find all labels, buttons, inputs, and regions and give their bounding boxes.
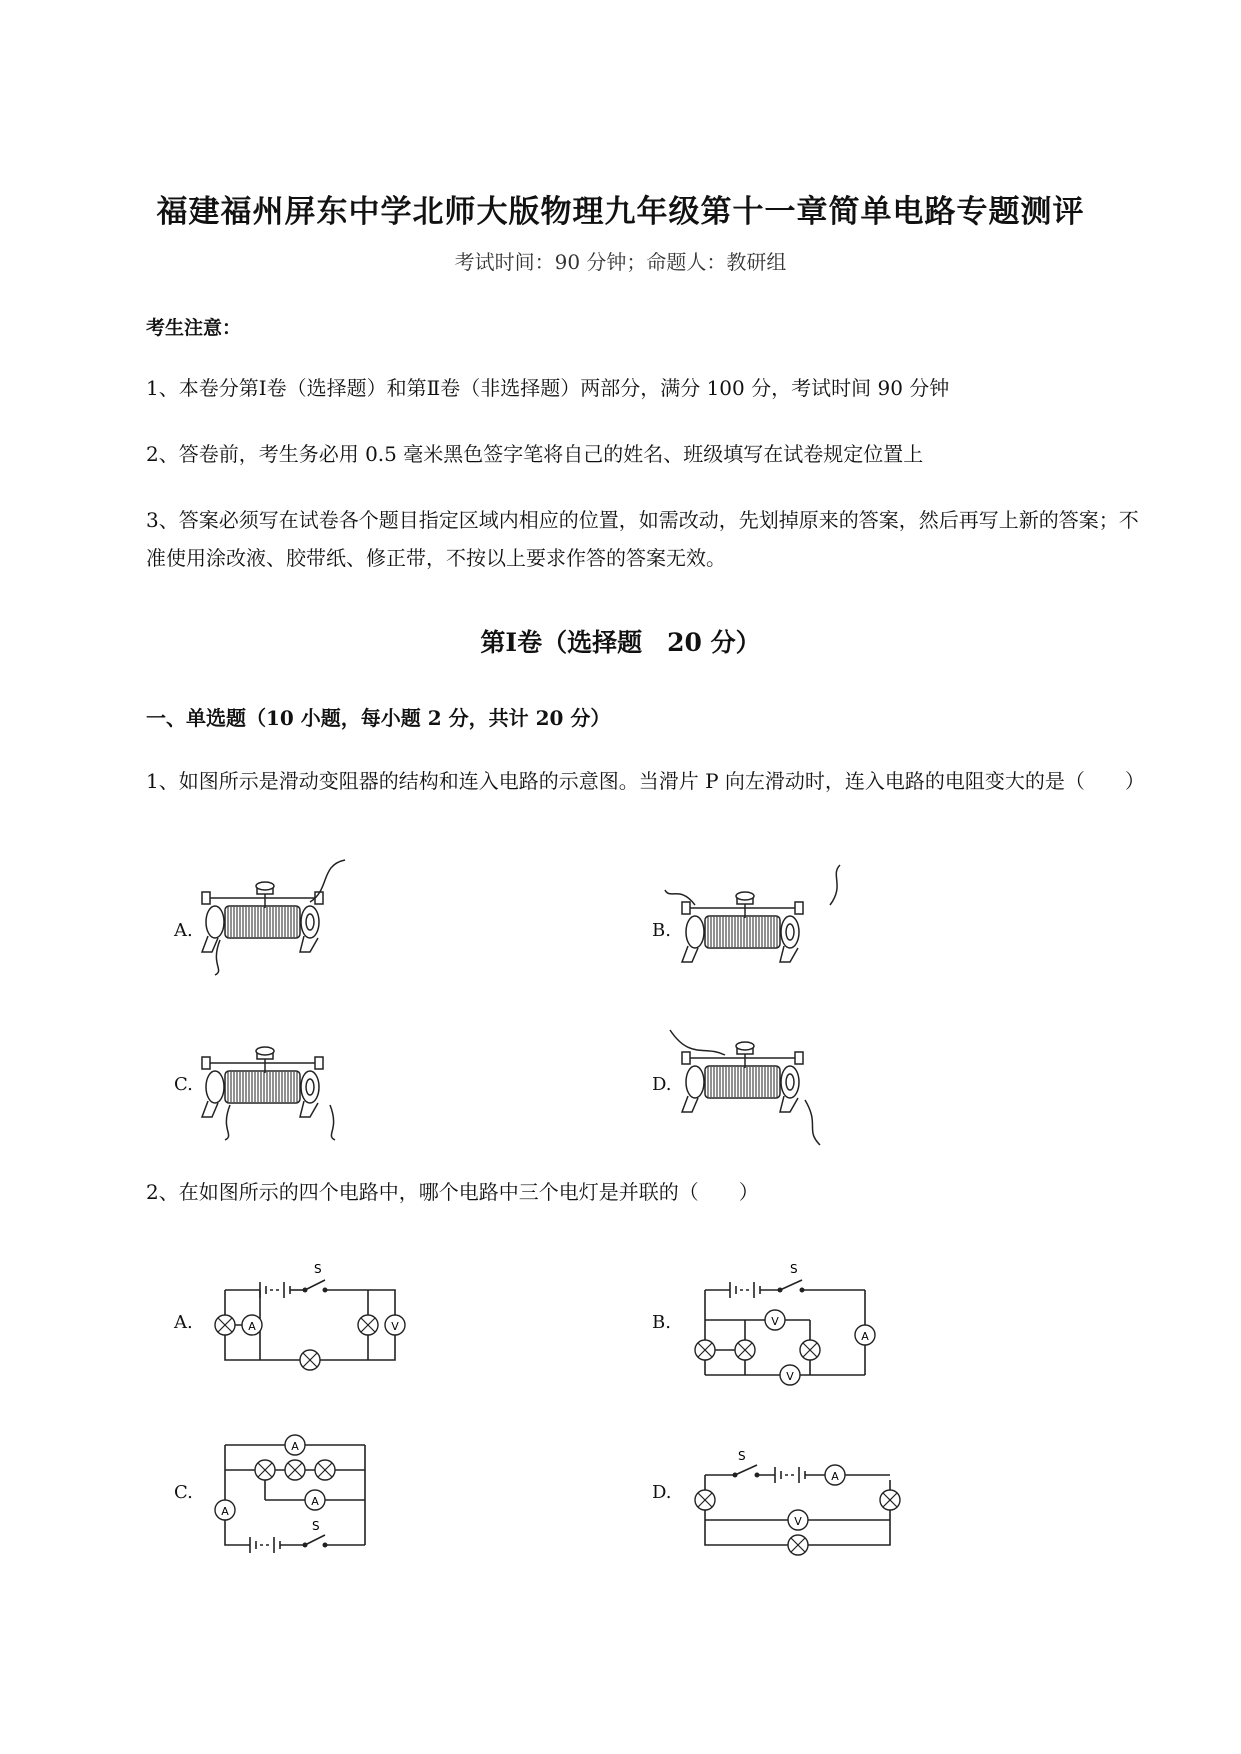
q2-option-b-circuit bbox=[690, 1255, 900, 1385]
q1-option-d-label: D. bbox=[652, 1074, 672, 1095]
q2-option-a-circuit bbox=[210, 1255, 410, 1375]
section-title: 第Ⅰ卷（选择题 20 分） bbox=[480, 628, 761, 657]
q1-option-c-label: C. bbox=[174, 1074, 193, 1095]
part-heading: 一、单选题（10 小题，每小题 2 分，共计 20 分） bbox=[146, 706, 611, 730]
q2-b-voltmeter-label: V bbox=[771, 1315, 779, 1328]
q2-b-voltmeter2-label: V bbox=[786, 1370, 794, 1383]
q2-option-c-label: C. bbox=[174, 1482, 193, 1503]
q2-option-c-circuit bbox=[210, 1430, 410, 1560]
q2-option-a-label: A. bbox=[174, 1312, 193, 1333]
q2-d-switch-label: S bbox=[738, 1449, 746, 1463]
q2-d-ammeter-label: A bbox=[831, 1470, 839, 1483]
q2-b-switch-label: S bbox=[790, 1262, 798, 1276]
q1-option-b-label: B. bbox=[652, 920, 671, 941]
q2-option-d-label: D. bbox=[652, 1482, 672, 1503]
q1-option-b-rheostat bbox=[680, 880, 880, 990]
notice-heading: 考生注意： bbox=[146, 317, 242, 339]
q2-a-voltmeter-label: V bbox=[391, 1320, 399, 1333]
q2-c-ammeter3-label: A bbox=[221, 1505, 229, 1518]
q1-option-c-rheostat bbox=[200, 1035, 400, 1145]
question-1-text: 1、如图所示是滑动变阻器的结构和连入电路的示意图。当滑片 P 向左滑动时，连入电路的电阻变大的是（ ） bbox=[146, 769, 1145, 793]
exam-info: 考试时间：90 分钟；命题人：教研组 bbox=[454, 250, 787, 274]
question-2-text: 2、在如图所示的四个电路中，哪个电路中三个电灯是并联的（ ） bbox=[146, 1180, 759, 1204]
q1-option-d-rheostat bbox=[680, 1030, 880, 1140]
q1-option-a-rheostat bbox=[200, 870, 400, 980]
q1-option-a-label: A. bbox=[174, 920, 193, 941]
notice-item-3: 3、答案必须写在试卷各个题目指定区域内相应的位置，如需改动，先划掉原来的答案，然后再写上新的答案；不准使用涂改液、胶带纸、修正带，不按以上要求作答的答案无效。 bbox=[146, 508, 1139, 570]
notice-item-2: 2、答卷前，考生务必用 0.5 毫米黑色签字笔将自己的姓名、班级填写在试卷规定位置上 bbox=[146, 442, 924, 466]
page-title: 福建福州屏东中学北师大版物理九年级第十一章简单电路专题测评 bbox=[156, 194, 1085, 230]
q2-b-ammeter-label: A bbox=[861, 1330, 869, 1343]
q2-d-voltmeter-label: V bbox=[794, 1515, 802, 1528]
q2-c-ammeter2-label: A bbox=[311, 1495, 319, 1508]
q2-option-d-circuit bbox=[690, 1425, 900, 1565]
q2-a-ammeter-label: A bbox=[248, 1320, 256, 1333]
notice-item-1: 1、本卷分第Ⅰ卷（选择题）和第Ⅱ卷（非选择题）两部分，满分 100 分，考试时间 90 分钟 bbox=[146, 376, 950, 400]
q2-c-switch-label: S bbox=[312, 1519, 320, 1533]
q2-c-ammeter1-label: A bbox=[291, 1440, 299, 1453]
q2-option-b-label: B. bbox=[652, 1312, 671, 1333]
q2-a-switch-label: S bbox=[314, 1262, 322, 1276]
